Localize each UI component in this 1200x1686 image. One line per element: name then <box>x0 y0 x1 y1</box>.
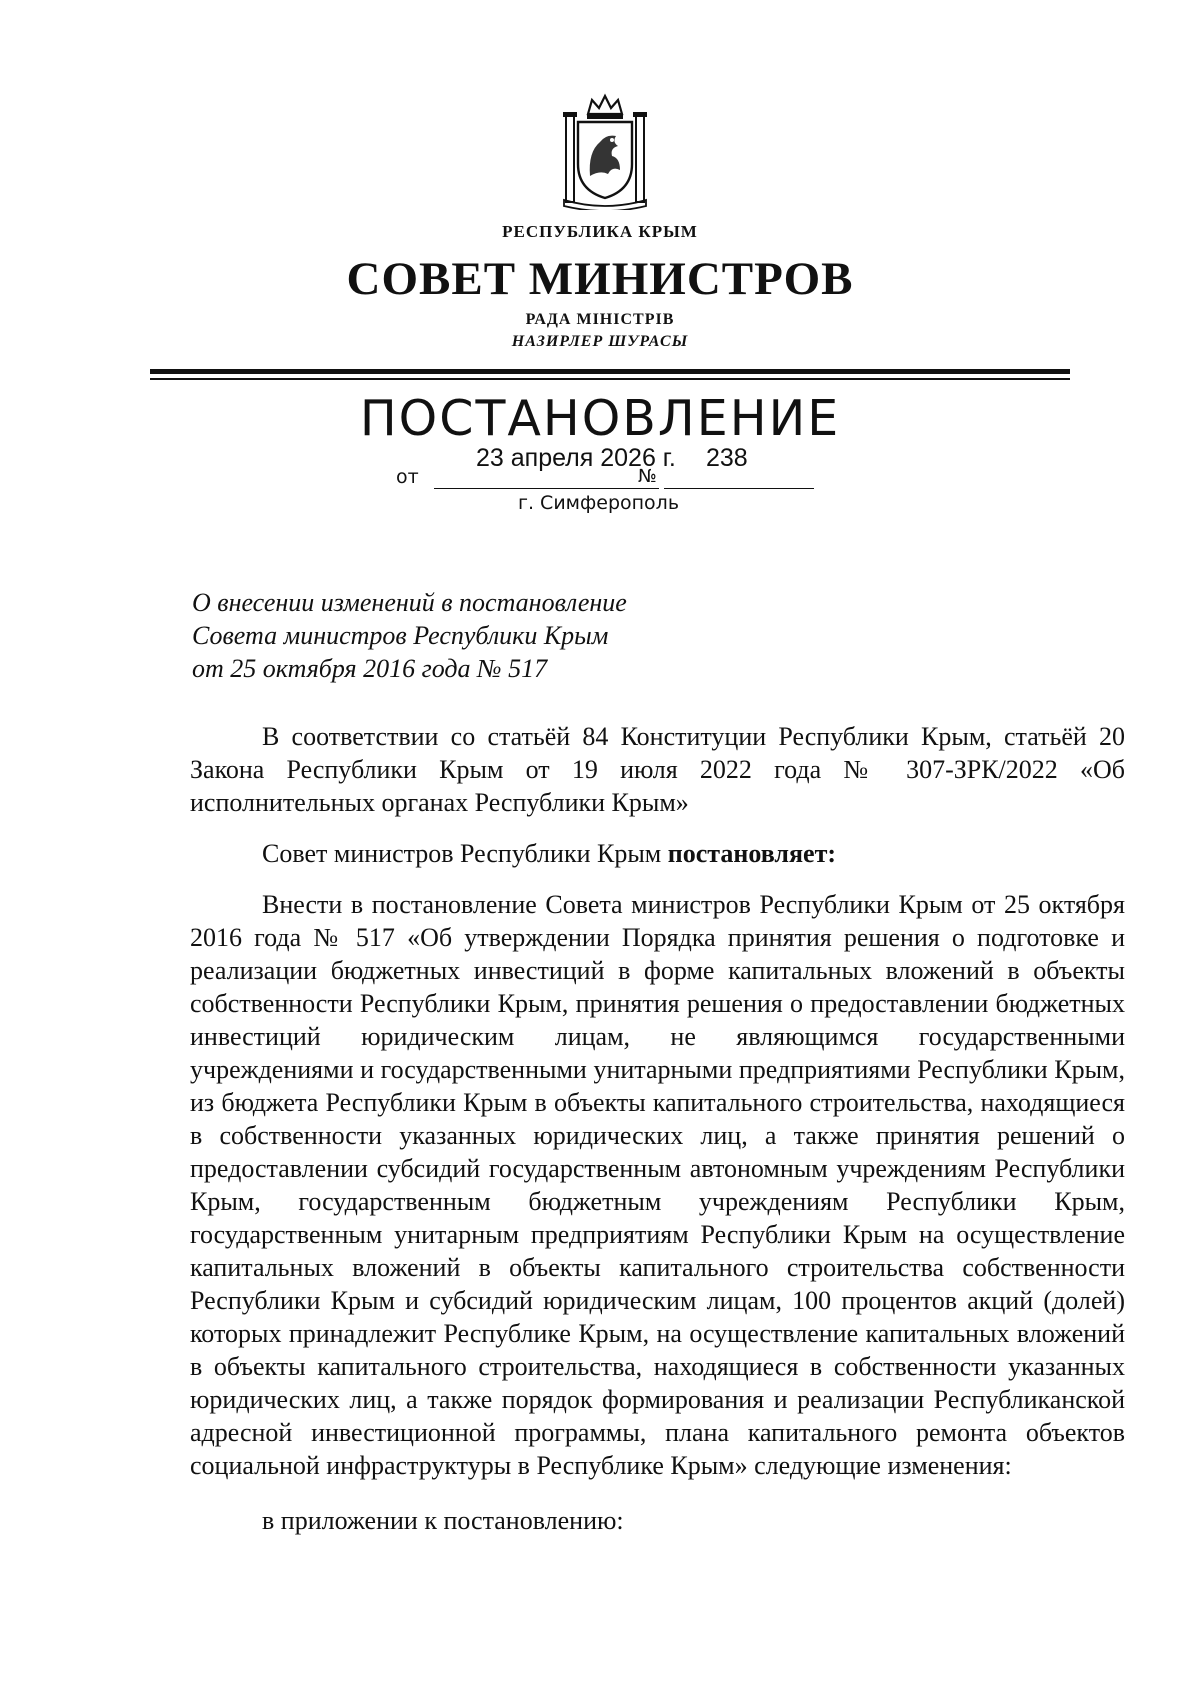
number-underline <box>664 488 814 489</box>
legal-basis-paragraph: В соответствии со статьёй 84 Конституции Республики Крым, статьёй 20 Закона Республики Крым от 19 июля 2022 года № 307-ЗРК/2022 «Об исполнительных органах Республики Крым» <box>190 722 1125 817</box>
decree-date-number-line <box>396 444 826 490</box>
council-name-crimean-tatar: НАЗИРЛЕР ШУРАСЫ <box>511 333 689 350</box>
decree-subject <box>192 586 627 685</box>
document-type-title: ПОСТАНОВЛЕНИЕ <box>359 390 841 447</box>
header-divider-thin <box>150 378 1070 380</box>
appendix-paragraph: в приложении к постановлению: <box>262 1506 624 1535</box>
resolution-paragraph <box>190 837 1125 870</box>
decree-body <box>190 720 1125 1537</box>
decree-date: 23 апреля 2026 г. <box>476 444 676 472</box>
date-prefix-label: от <box>396 466 419 488</box>
resolution-verb: постановляет: <box>667 839 837 868</box>
header-divider-thick <box>150 369 1070 374</box>
subject-line: Совета министров Республики Крым <box>192 621 609 650</box>
amendment-paragraph: Внести в постановление Совета министров Республики Крым от 25 октября 2016 года № 517 «Об утверждении Порядка принятия решения о подготовке и реализации бюджетных инвестиций в форме капитальных вложений в объекты собственности Республики Крым, принятия решения о предоставлении бюджетных инвестиций юридическим лицам, не являющимся государственными учреждениями и государственными унитарными предприятиями Республики Крым, из бюджета Республики Крым в объекты капитального строительства, находящиеся в собственности указанных юридических лиц, а также принятия решений о предоставлении субсидий государственным автономным учреждениям Республики Крым, государственным бюджетным учреждениям Республики Крым, государственным унитарным предприятиям Республики Крым на осуществление капитальных вложений в объекты капитального строительства собственности Республики Крым и субсидий юридическим лицам, 100 процентов акций (долей) которых принадлежит Республике Крым, на осуществление капитальных вложений в объекты капитального строительства, находящиеся в собственности указанных юридических лиц, а также порядок формирования и реализации Республиканской адресной инвестиционной программы, плана капитального ремонта объектов социальной инфраструктуры в Республике Крым» следующие изменения: <box>190 890 1125 1480</box>
decree-city: г. Симферополь <box>518 492 680 514</box>
decree-number: 238 <box>706 444 748 472</box>
resolution-text: Совет министров Республики Крым <box>262 839 668 868</box>
republic-name: РЕСПУБЛИКА КРЫМ <box>502 222 698 241</box>
council-name-ukrainian: РАДА МІНІСТРІВ <box>525 311 675 328</box>
council-name: СОВЕТ МИНИСТРОВ <box>346 253 854 305</box>
number-sign-label: № <box>638 466 657 487</box>
subject-line: от 25 октября 2016 года № 517 <box>192 654 548 683</box>
crimea-coat-of-arms-icon <box>560 92 650 210</box>
date-underline <box>434 488 659 489</box>
subject-line: О внесении изменений в постановление <box>192 588 627 617</box>
